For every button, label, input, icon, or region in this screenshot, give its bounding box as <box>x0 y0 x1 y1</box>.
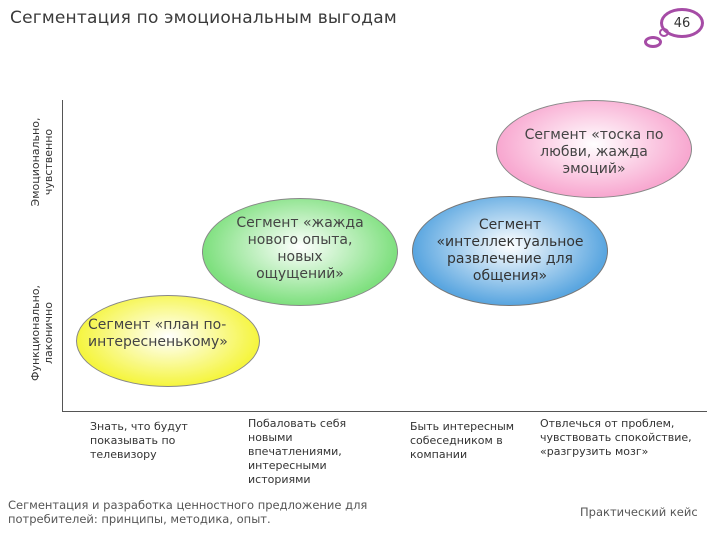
x-label-impressions: Побаловать себя новыми впечатлениями, интересными историями <box>248 417 347 486</box>
segment-intellectual-entertainment <box>412 196 608 306</box>
y-axis-top-label: Эмоционально, чувственно <box>29 117 55 207</box>
segment-love-emotions <box>496 100 692 198</box>
thought-bubble-small <box>659 28 669 37</box>
x-label-interesting: Быть интересным собеседником в компании <box>410 420 515 461</box>
segment-intellectual-entertainment-label: Сегмент «интеллектуальное развлечение для общения» <box>436 217 584 284</box>
x-label-relax: Отвлечься от проблем, чувствовать спокойствие, «разгрузить мозг» <box>540 417 692 458</box>
x-label-tv: Знать, что будут показывать по телевизору <box>90 420 188 461</box>
footer-case: Практический кейс <box>580 505 698 519</box>
segment-new-experience <box>202 198 398 306</box>
thought-bubble-large <box>644 36 662 48</box>
x-axis-line <box>62 411 707 412</box>
page-title: Сегментация по эмоциональным выгодам <box>10 8 397 28</box>
segment-tv-plan <box>76 295 260 387</box>
segment-tv-plan-label: Сегмент «план по-интересненькому» <box>88 317 228 350</box>
y-axis-line <box>62 100 63 412</box>
footer-source: Сегментация и разработка ценностного предложение для потребителей: принципы, методика, опыт. <box>8 498 368 526</box>
page-number: 46 <box>673 16 691 31</box>
y-axis-bottom-label: Функционально, лаконично <box>29 284 55 382</box>
segment-new-experience-label: Сегмент «жажда нового опыта, новых ощущений» <box>236 215 364 282</box>
segment-love-emotions-label: Сегмент «тоска по любви, жажда эмоций» <box>524 126 664 177</box>
